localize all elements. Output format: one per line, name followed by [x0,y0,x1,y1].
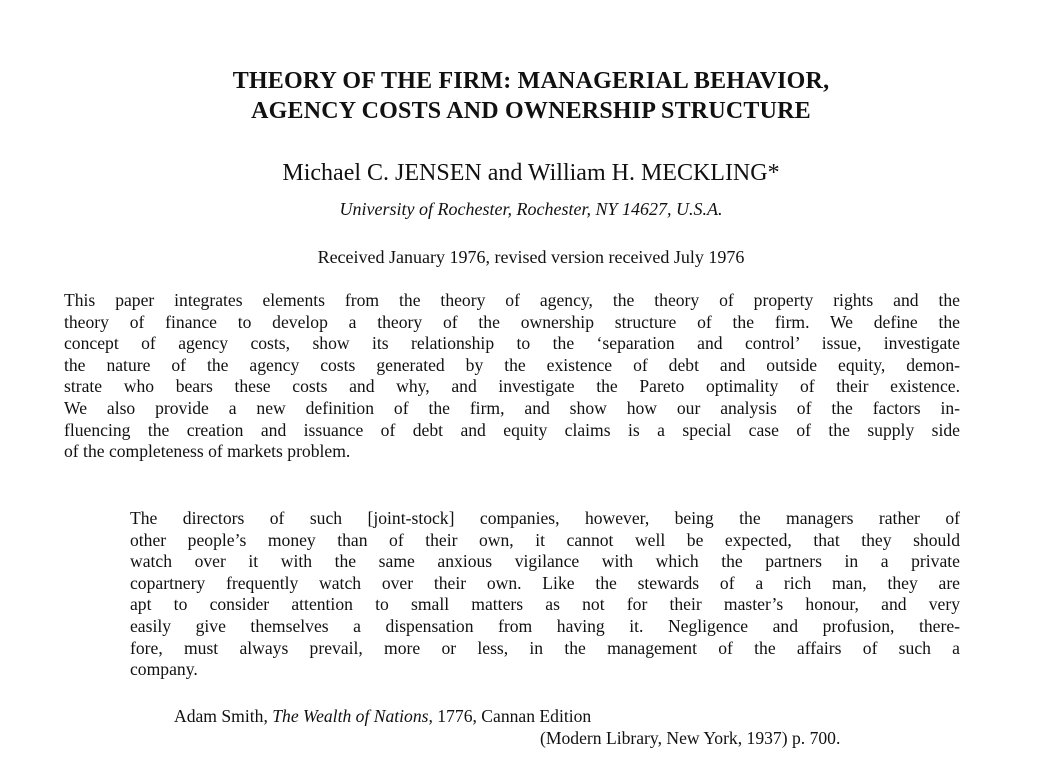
authors: Michael C. JENSEN and William H. MECKLING* [282,160,780,186]
abstract-line: This paper integrates elements from the theory of agency, the theory of property rights and the [64,290,960,310]
title-line-1: THEORY OF THE FIRM: MANAGERIAL BEHAVIOR, [232,68,830,94]
attribution-source: (Modern Library, New York, 1937) p. 700. [540,728,841,748]
quote-line: copartnery frequently watch over their own. Like the stewards of a rich man, they are [130,572,960,593]
received-date: Received January 1976, revised version received July 1976 [317,247,745,267]
affiliation: University of Rochester, Rochester, NY 14627, U.S.A. [339,199,723,219]
quote-line: watch over it with the same anxious vigilance with which the partners in a private [130,551,960,572]
quote-line: fore, must always prevail, more or less, in the management of the affairs of such a [130,637,960,658]
quote-line: apt to consider attention to small matters as not for their master’s honour, and very [130,594,960,615]
attribution-work: The Wealth of Nations, [272,706,433,726]
attribution-details: 1776, Cannan Edition [437,706,592,726]
quote-line: company. [130,659,198,680]
abstract-line: fluencing the creation and issuance of debt and equity claims is a special case of the supply side [64,419,960,440]
abstract-line: the nature of the agency costs generated by the existence of debt and outside equity, demon- [64,354,960,375]
abstract-line: We also provide a new definition of the firm, and show how our analysis of the factors in- [64,397,960,418]
abstract-line: strate who bears these costs and why, and investigate the Pareto optimality of their existence. [64,376,960,397]
quote-line: easily give themselves a dispensation from having it. Negligence and profusion, there- [130,615,960,636]
abstract-line: of the completeness of markets problem. [64,441,351,462]
quote-attribution [174,706,591,728]
title-line-2: AGENCY COSTS AND OWNERSHIP STRUCTURE [251,98,811,124]
quote-line: other people’s money than of their own, it cannot well be expected, that they should [130,529,960,550]
abstract-line: theory of finance to develop a theory of the ownership structure of the firm. We define the [64,311,960,332]
epigraph-quote [130,508,960,681]
abstract [64,290,960,463]
abstract-line: concept of agency costs, show its relationship to the ‘separation and control’ issue, investigate [64,333,960,354]
quote-line: The directors of such [joint-stock] companies, however, being the managers rather of [130,508,960,528]
attribution-author: Adam Smith, [174,706,268,726]
